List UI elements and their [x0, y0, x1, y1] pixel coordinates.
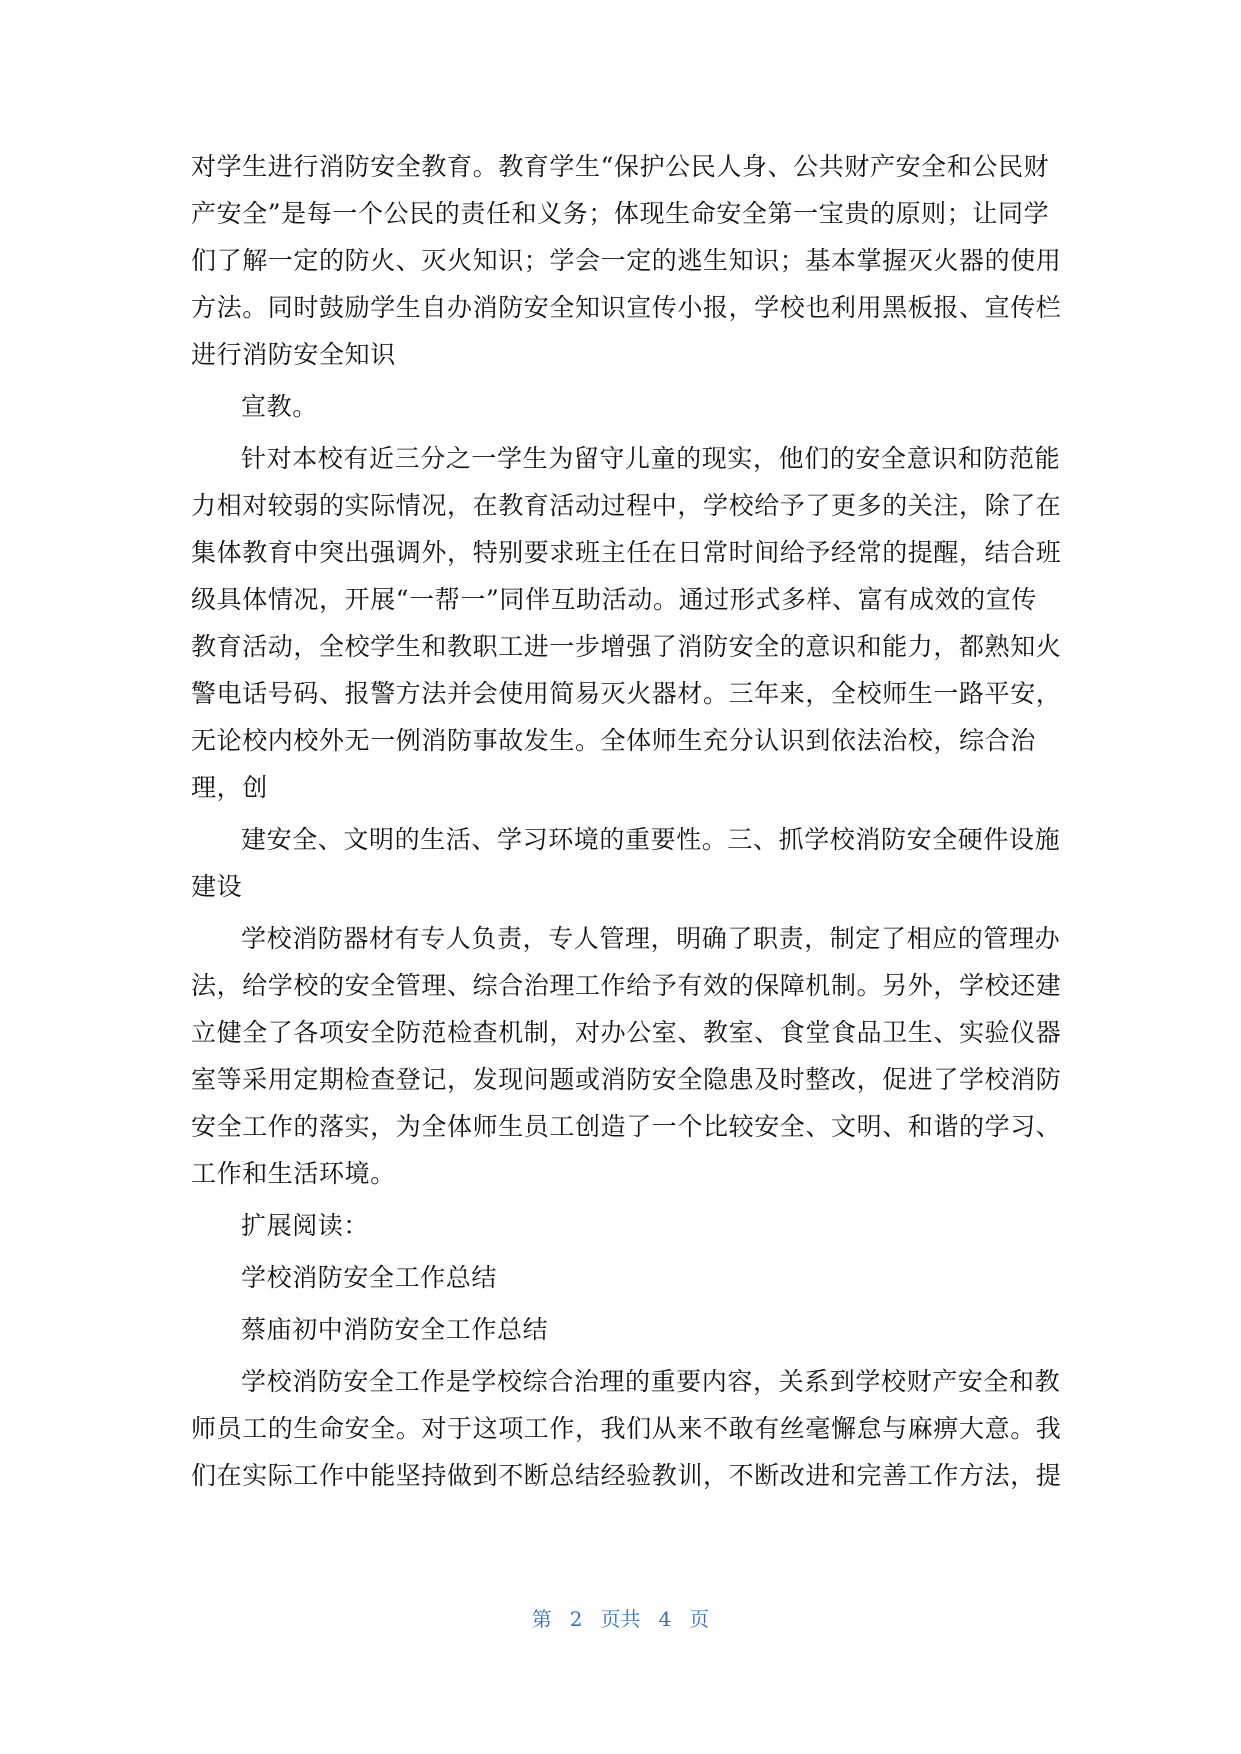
body-text-line: 产安全”是每一个公民的责任和义务；体现生命安全第一宝贵的原则；让同学 [191, 199, 1050, 228]
body-text-line: 级具体情况，开展“一帮一”同伴互助活动。通过形式多样、富有成效的宣传 [191, 585, 1037, 614]
paragraph-line: 宣教。 [241, 392, 318, 421]
body-text-line: 室等采用定期检查登记，发现问题或消防安全隐患及时整改，促进了学校消防 [191, 1065, 1062, 1094]
body-text-line: 建设 [191, 872, 243, 901]
body-text-line: 力相对较弱的实际情况，在教育活动过程中，学校给予了更多的关注，除了在 [191, 491, 1062, 520]
footer-end-label: 页 [689, 1607, 710, 1631]
body-text-line: 集体教育中突出强调外，特别要求班主任在日常时间给予经常的提醒，结合班 [191, 538, 1062, 567]
footer-page-label: 第 [531, 1607, 552, 1631]
body-text-line: 对学生进行消防安全教育。教育学生“保护公民人身、公共财产安全和公民财 [191, 152, 1050, 181]
body-text-line: 法，给学校的安全管理、综合治理工作给予有效的保障机制。另外，学校还建 [191, 971, 1062, 1000]
body-text-line: 师员工的生命安全。对于这项工作，我们从来不敢有丝毫懈怠与麻痹大意。我 [191, 1414, 1062, 1443]
body-text-line: 理，创 [191, 773, 268, 802]
body-text-line: 工作和生活环境。 [191, 1159, 396, 1188]
page-footer [0, 1607, 1241, 1631]
body-text-line: 方法。同时鼓励学生自办消防安全知识宣传小报，学校也利用黑板报、宣传栏 [191, 293, 1062, 322]
footer-of-label: 页共 [600, 1607, 641, 1631]
heading-line: 蔡庙初中消防安全工作总结 [241, 1315, 549, 1344]
paragraph-first-line: 针对本校有近三分之一学生为留守儿童的现实，他们的安全意识和防范能 [241, 444, 1061, 473]
body-text-line: 立健全了各项安全防范检查机制，对办公室、教室、食堂食品卫生、实验仪器 [191, 1018, 1062, 1047]
footer-current-page: 2 [569, 1607, 583, 1631]
paragraph-first-line: 学校消防安全工作是学校综合治理的重要内容，关系到学校财产安全和教 [241, 1367, 1061, 1396]
paragraph-first-line: 建安全、文明的生活、学习环境的重要性。三、抓学校消防安全硬件设施 [241, 825, 1061, 854]
body-text-line: 无论校内校外无一例消防事故发生。全体师生充分认识到依法治校，综合治 [191, 726, 1036, 755]
extended-reading-label: 扩展阅读： [241, 1211, 370, 1240]
body-text-line: 警电话号码、报警方法并会使用简易灭火器材。三年来，全校师生一路平安， [191, 679, 1062, 708]
heading-line: 学校消防安全工作总结 [241, 1263, 498, 1292]
body-text-line: 安全工作的落实，为全体师生员工创造了一个比较安全、文明、和谐的学习、 [191, 1112, 1062, 1141]
body-text-line: 教育活动，全校学生和教职工进一步增强了消防安全的意识和能力，都熟知火 [191, 632, 1062, 661]
paragraph-first-line: 学校消防器材有专人负责，专人管理，明确了职责，制定了相应的管理办 [241, 924, 1061, 953]
footer-total-pages: 4 [658, 1607, 672, 1631]
body-text-line: 们了解一定的防火、灭火知识；学会一定的逃生知识；基本掌握灭火器的使用 [191, 246, 1062, 275]
body-text-line: 进行消防安全知识 [191, 340, 396, 369]
body-text-line: 们在实际工作中能坚持做到不断总结经验教训，不断改进和完善工作方法，提 [191, 1461, 1062, 1490]
